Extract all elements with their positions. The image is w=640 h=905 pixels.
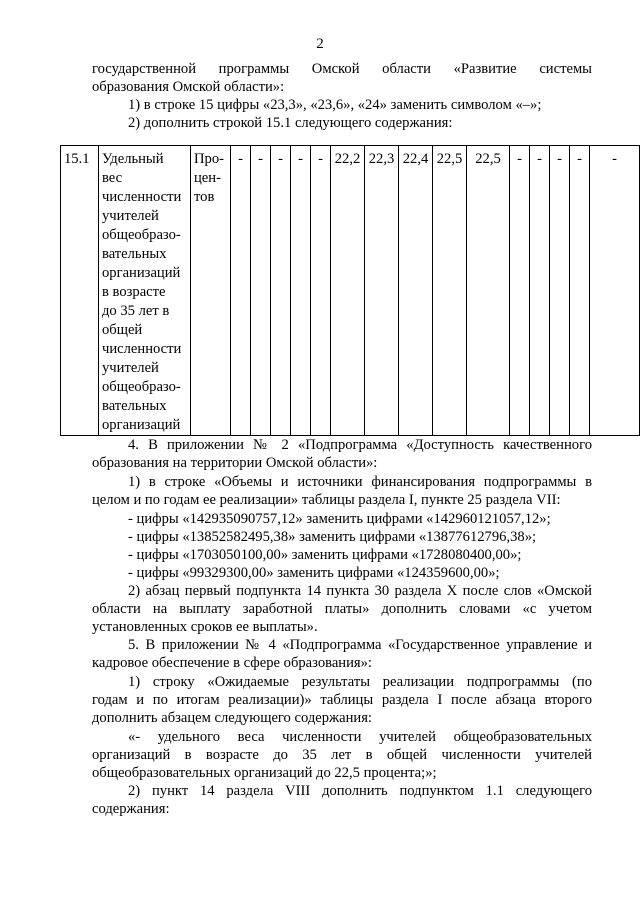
unit-line: Про- <box>194 151 224 167</box>
indicator-line: вес <box>102 170 123 186</box>
value-cell: 22,4 <box>399 146 433 436</box>
body-line: годам и по итогам реализации)» таблицы раздела I после абзаца второго <box>92 692 592 708</box>
value-cell: 22,3 <box>365 146 399 436</box>
unit-cell <box>191 146 231 436</box>
table-row <box>61 146 640 436</box>
indicator-table <box>60 145 640 436</box>
value-cell: - <box>530 146 550 436</box>
indicator-line: общеобразо- <box>102 227 181 243</box>
value-cell: 22,5 <box>433 146 467 436</box>
page-number: 2 <box>316 36 324 52</box>
body-line: 2) абзац первый подпункта 14 пункта 30 раздела X после слов «Омской <box>128 583 592 599</box>
value-cell: - <box>550 146 570 436</box>
intro-line: 2) дополнить строкой 15.1 следующего содержания: <box>128 115 453 131</box>
body-line: 5. В приложении № 4 «Подпрограмма «Государственное управление и <box>128 637 592 653</box>
value-cell: 22,2 <box>331 146 365 436</box>
body-line: 1) в строке «Объемы и источники финансирования подпрограммы в <box>128 474 592 490</box>
indicator-line: общеобразо- <box>102 379 181 395</box>
value-cell: - <box>271 146 291 436</box>
body-line: общеобразовательных организаций до 22,5 процента;»; <box>92 765 437 781</box>
body-line: дополнить абзацем следующего содержания: <box>92 710 372 726</box>
body-line: 2) пункт 14 раздела VIII дополнить подпунктом 1.1 следующего <box>128 783 592 799</box>
indicator-line: организаций <box>102 417 181 433</box>
value-cell: 22,5 <box>467 146 510 436</box>
indicator-line: Удельный <box>102 151 164 167</box>
body-line: - цифры «142935090757,12» заменить цифрами «142960121057,12»; <box>128 511 551 527</box>
indicator-line: вательных <box>102 246 167 262</box>
indicator-line: общей <box>102 322 143 338</box>
body-line: - цифры «1703050100,00» заменить цифрами «1728080400,00»; <box>128 547 522 563</box>
unit-line: тов <box>194 189 215 205</box>
indicator-line: в возрасте <box>102 284 166 300</box>
body-line: образования на территории Омской области»: <box>92 455 378 471</box>
body-line: организаций в возрасте до 35 лет в общей численности учителей <box>92 747 592 763</box>
body-line: - цифры «13852582495,38» заменить цифрами «13877612796,38»; <box>128 529 537 545</box>
indicator-line: численности <box>102 341 182 357</box>
value-cell: - <box>311 146 331 436</box>
body-line: кадровое обеспечение в сфере образования»: <box>92 655 372 671</box>
indicator-line: учителей <box>102 208 159 224</box>
intro-line: государственной программы Омской области «Развитие системы <box>92 61 592 77</box>
value-cell: - <box>510 146 530 436</box>
indicator-line: вательных <box>102 398 167 414</box>
intro-line: 1) в строке 15 цифры «23,3», «23,6», «24» заменить символом «–»; <box>128 97 542 113</box>
body-line: целом и по годам ее реализации» таблицы раздела I, пункте 25 раздела VII: <box>92 492 561 508</box>
body-line: 4. В приложении № 2 «Подпрограмма «Доступность качественного <box>128 437 592 453</box>
row-number-cell: 15.1 <box>61 146 99 436</box>
value-cell: - <box>231 146 251 436</box>
indicator-name-cell <box>99 146 191 436</box>
intro-line: образования Омской области»: <box>92 79 285 95</box>
body-line: «- удельного веса численности учителей общеобразовательных <box>128 729 592 745</box>
indicator-line: до 35 лет в <box>102 303 170 319</box>
body-line: - цифры «99329300,00» заменить цифрами «124359600,00»; <box>128 565 500 581</box>
value-cell: - <box>590 146 640 436</box>
unit-line: цен- <box>194 170 221 186</box>
body-line: области на выплату заработной платы» дополнить словами «с учетом <box>92 601 592 617</box>
body-line: содержания: <box>92 801 170 817</box>
value-cell: - <box>291 146 311 436</box>
indicator-line: учителей <box>102 360 159 376</box>
indicator-line: численности <box>102 189 182 205</box>
indicator-line: организаций <box>102 265 181 281</box>
value-cell: - <box>570 146 590 436</box>
value-cell: - <box>251 146 271 436</box>
body-line: установленных сроков ее выплаты». <box>92 619 318 635</box>
body-line: 1) строку «Ожидаемые результаты реализации подпрограммы (по <box>128 674 592 690</box>
